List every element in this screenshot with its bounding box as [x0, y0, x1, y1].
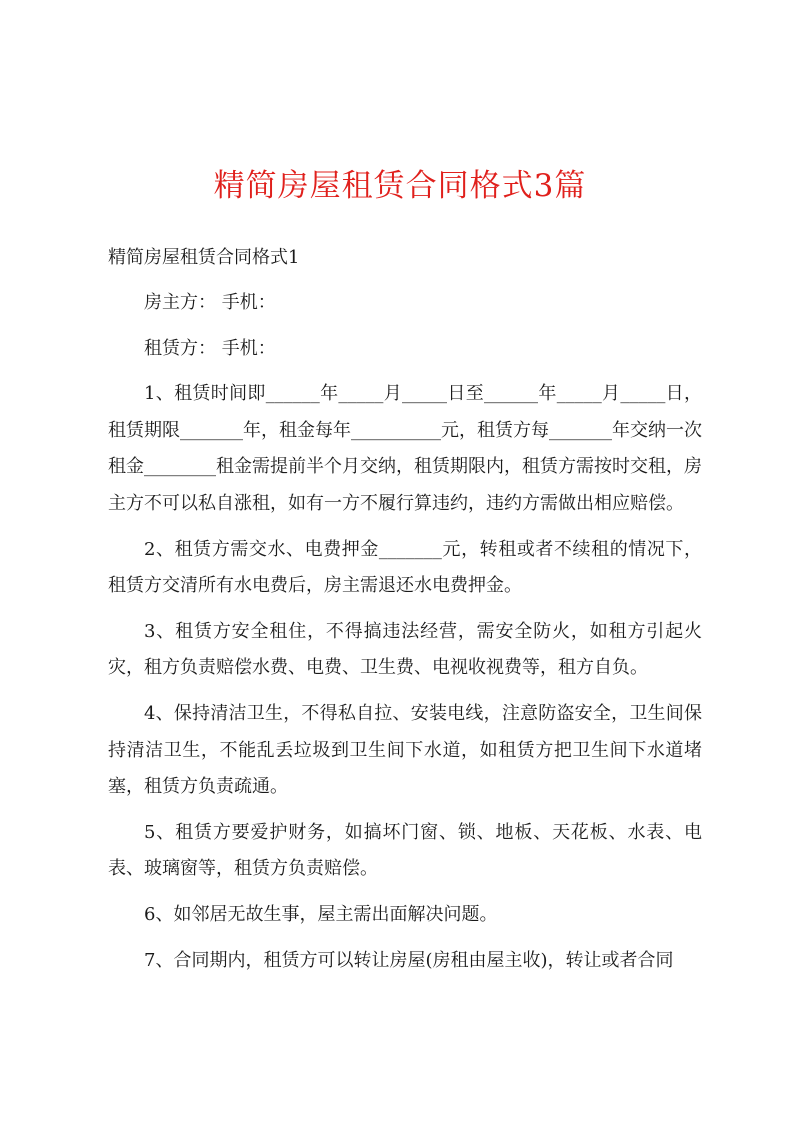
clause-3: 3、租赁方安全租住，不得搞违法经营，需安全防火，如租方引起火灾，租方负责赔偿水费、电费、卫生费、电视收视费等，租方自负。	[108, 620, 702, 679]
document-body	[108, 240, 702, 988]
clause-2: 2、租赁方需交水、电费押金_______元，转租或者不续租的情况下，租赁方交清所有水电费后，房主需退还水电费押金。	[108, 538, 702, 597]
document-title: 精简房屋租赁合同格式3篇	[213, 168, 587, 204]
tenant-line: 租赁方： 手机：	[144, 337, 276, 359]
clause-4: 4、保持清洁卫生，不得私自拉、安装电线，注意防盗安全，卫生间保持清洁卫生，不能乱丢垃圾到卫生间下水道，如租赁方把卫生间下水道堵塞，租赁方负责疏通。	[108, 702, 702, 798]
clause-6: 6、如邻居无故生事，屋主需出面解决问题。	[144, 903, 498, 925]
clause-7: 7、合同期内，租赁方可以转让房屋(房租由屋主收)，转让或者合同	[144, 949, 674, 971]
clause-5: 5、租赁方要爱护财务，如搞坏门窗、锁、地板、天花板、水表、电表、玻璃窗等，租赁方负责赔偿。	[108, 821, 702, 880]
landlord-line: 房主方： 手机：	[144, 292, 276, 313]
clause-1: 1、租赁时间即______年_____月_____日至______年_____月_____日，租赁期限_______年，租金每年__________元，租赁方每_______年交纳一次租金________租金需提前半个月交纳，租赁期限内，租赁方需按时交租，房主方不可以私自涨租，如有一方不履行算违约，违约方需做出相应赔偿。	[108, 383, 702, 514]
section-title: 精简房屋租赁合同格式1	[108, 247, 300, 268]
